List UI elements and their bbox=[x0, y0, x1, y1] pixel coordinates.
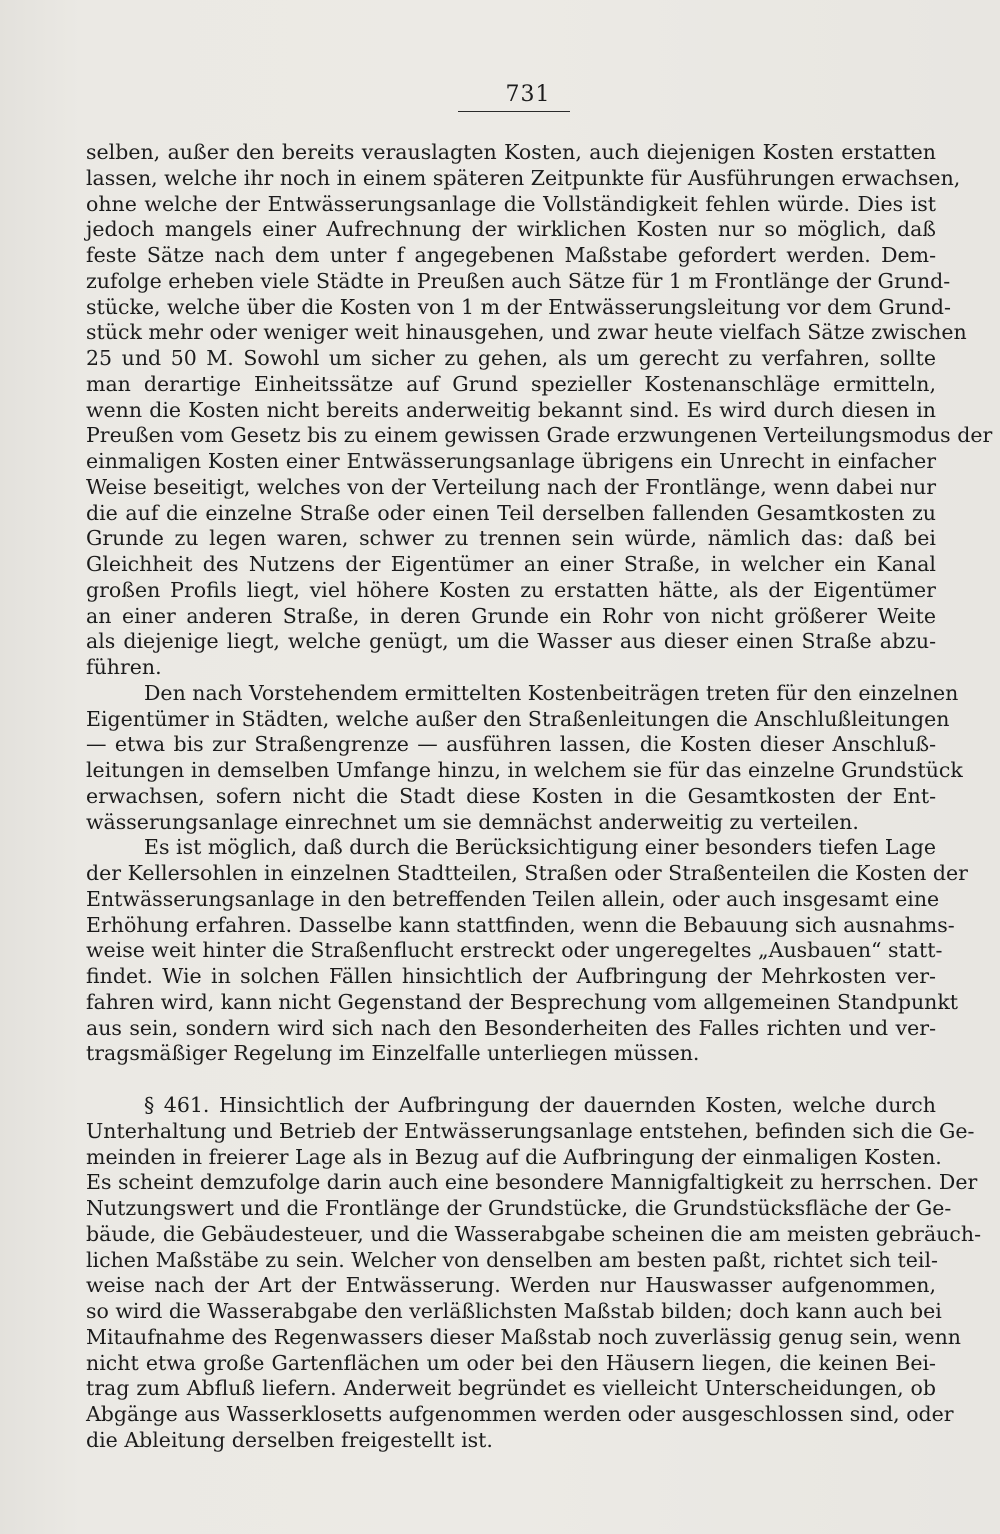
page-number: 731 bbox=[505, 82, 551, 107]
text-line: die Ableitung derselben freigestellt ist. bbox=[86, 1427, 493, 1452]
text-line: Erhöhung erfahren. Dasselbe kann stattfinden, wenn die Bebauung sich ausnahms- bbox=[86, 912, 955, 937]
header-rule bbox=[458, 111, 570, 112]
text-line: nicht etwa große Gartenflächen um oder bei den Häusern liegen, die keinen Bei- bbox=[86, 1350, 936, 1375]
text-line: weise nach der Art der Entwässerung. Werden nur Hauswasser aufgenommen, bbox=[86, 1273, 936, 1298]
text-line: Mitaufnahme des Regenwassers dieser Maßstab noch zuverlässig genug sein, wenn bbox=[86, 1324, 962, 1349]
text-line: Es ist möglich, daß durch die Berücksichtigung einer besonders tiefen Lage bbox=[144, 835, 936, 860]
text-line: Es scheint demzufolge darin auch eine besondere Mannigfaltigkeit zu herrschen. Der bbox=[86, 1170, 978, 1195]
text-line: Weise beseitigt, welches von der Verteilung nach der Frontlänge, wenn dabei nur bbox=[86, 474, 936, 499]
text-line: lichen Maßstäbe zu sein. Welcher von denselben am besten paßt, richtet sich teil- bbox=[86, 1247, 938, 1272]
text-line: meinden in freierer Lage als in Bezug auf die Aufbringung der einmaligen Kosten. bbox=[86, 1144, 942, 1169]
text-line: feste Sätze nach dem unter f angegebenen Maßstabe gefordert werden. Dem- bbox=[86, 243, 936, 267]
text-line: Entwässerungsanlage in den betreffenden Teilen allein, oder auch insgesamt eine bbox=[86, 886, 940, 911]
text-line: einmaligen Kosten einer Entwässerungsanlage übrigens ein Unrecht in einfacher bbox=[86, 449, 936, 473]
text-line: Unterhaltung und Betrieb der Entwässerungsanlage entstehen, befinden sich die Ge- bbox=[86, 1118, 975, 1143]
text-line: Preußen vom Gesetz bis zu einem gewissen Grade erzwungenen Verteilungsmodus der bbox=[86, 423, 993, 448]
text-line: — etwa bis zur Straßengrenze — ausführen lassen, die Kosten dieser Anschluß- bbox=[86, 732, 936, 757]
text-line: Eigentümer in Städten, welche außer den Straßenleitungen die Anschlußleitungen bbox=[86, 706, 950, 731]
text-line: lassen, welche ihr noch in einem späteren Zeitpunkte für Ausführungen erwachsen, bbox=[86, 165, 961, 190]
paragraph-p3 bbox=[86, 835, 968, 1067]
text-line: Abgänge aus Wasserklosetts aufgenommen werden oder ausgeschlossen sind, oder bbox=[86, 1402, 954, 1426]
text-line: an einer anderen Straße, in deren Grunde ein Rohr von nicht größerer Weite bbox=[86, 603, 936, 628]
text-line: stück mehr oder weniger weit hinausgehen, und zwar heute vielfach Sätze zwischen bbox=[86, 320, 967, 345]
text-line: Den nach Vorstehendem ermittelten Kostenbeiträgen treten für den einzelnen bbox=[144, 680, 959, 705]
text-line: erwachsen, sofern nicht die Stadt diese Kosten in die Gesamtkosten der Ent- bbox=[86, 783, 936, 808]
text-line: wässerungsanlage einrechnet um sie demnächst anderweitig zu verteilen. bbox=[86, 809, 859, 834]
text-line: weise weit hinter die Straßenflucht erstreckt oder ungeregeltes „Ausbauen“ statt- bbox=[86, 938, 943, 963]
paragraph-p4 bbox=[86, 1093, 981, 1454]
text-line: fahren wird, kann nicht Gegenstand der Besprechung vom allgemeinen Standpunkt bbox=[86, 989, 959, 1014]
text-line: ohne welche der Entwässerungsanlage die Vollständigkeit fehlen würde. Dies ist bbox=[86, 191, 936, 216]
text-line: man derartige Einheitssätze auf Grund spezieller Kostenanschläge ermitteln, bbox=[86, 371, 936, 396]
text-line: führen. bbox=[86, 655, 162, 679]
body-text bbox=[86, 140, 993, 1454]
text-line: leitungen in demselben Umfange hinzu, in welchem sie für das einzelne Grundstück bbox=[86, 758, 963, 782]
text-line: so wird die Wasserabgabe den verläßlichsten Maßstab bilden; doch kann auch bei bbox=[86, 1299, 942, 1323]
text-line: Grunde zu legen waren, schwer zu trennen sein würde, nämlich das: daß bei bbox=[86, 526, 936, 551]
text-line: zufolge erheben viele Städte in Preußen auch Sätze für 1 m Frontlänge der Grund- bbox=[86, 268, 951, 293]
text-line: aus sein, sondern wird sich nach den Besonderheiten des Falles richten und ver- bbox=[86, 1015, 936, 1040]
text-line: tragsmäßiger Regelung im Einzelfalle unterliegen müssen. bbox=[86, 1041, 700, 1066]
text-line: findet. Wie in solchen Fällen hinsichtlich der Aufbringung der Mehrkosten ver- bbox=[86, 964, 936, 988]
paragraph-p2 bbox=[86, 680, 963, 836]
paragraph-p1 bbox=[86, 140, 993, 681]
text-line: bäude, die Gebäudesteuer, und die Wasserabgabe scheinen die am meisten gebräuch- bbox=[86, 1221, 981, 1246]
section-gap bbox=[86, 1067, 936, 1093]
text-line: trag zum Abfluß liefern. Anderweit begründet es vielleicht Unterscheidungen, ob bbox=[86, 1376, 936, 1401]
text-line: Nutzungswert und die Frontlänge der Grundstücke, die Grundstücksfläche der Ge- bbox=[86, 1196, 952, 1220]
text-line: 25 und 50 M. Sowohl um sicher zu gehen, als um gerecht zu verfahren, sollte bbox=[86, 346, 936, 370]
text-line: Gleichheit des Nutzens der Eigentümer an einer Straße, in welcher ein Kanal bbox=[86, 552, 936, 576]
text-line: der Kellersohlen in einzelnen Stadtteilen, Straßen oder Straßenteilen die Kosten der bbox=[86, 861, 968, 885]
text-line: selben, außer den bereits verauslagten Kosten, auch diejenigen Kosten erstatten bbox=[86, 140, 936, 164]
text-line: § 461. Hinsichtlich der Aufbringung der dauernden Kosten, welche durch bbox=[144, 1093, 936, 1117]
text-line: großen Profils liegt, viel höhere Kosten zu erstatten hätte, als der Eigentümer bbox=[86, 577, 936, 602]
text-line: als diejenige liegt, welche genügt, um die Wasser aus dieser einen Straße abzu- bbox=[86, 629, 936, 654]
text-line: die auf die einzelne Straße oder einen Teil derselben fallenden Gesamtkosten zu bbox=[86, 500, 936, 525]
text-line: stücke, welche über die Kosten von 1 m der Entwässerungsleitung vor dem Grund- bbox=[86, 294, 951, 319]
text-line: jedoch mangels einer Aufrechnung der wirklichen Kosten nur so möglich, daß bbox=[86, 217, 936, 242]
text-line: wenn die Kosten nicht bereits anderweitig bekannt sind. Es wird durch diesen in bbox=[86, 397, 936, 422]
